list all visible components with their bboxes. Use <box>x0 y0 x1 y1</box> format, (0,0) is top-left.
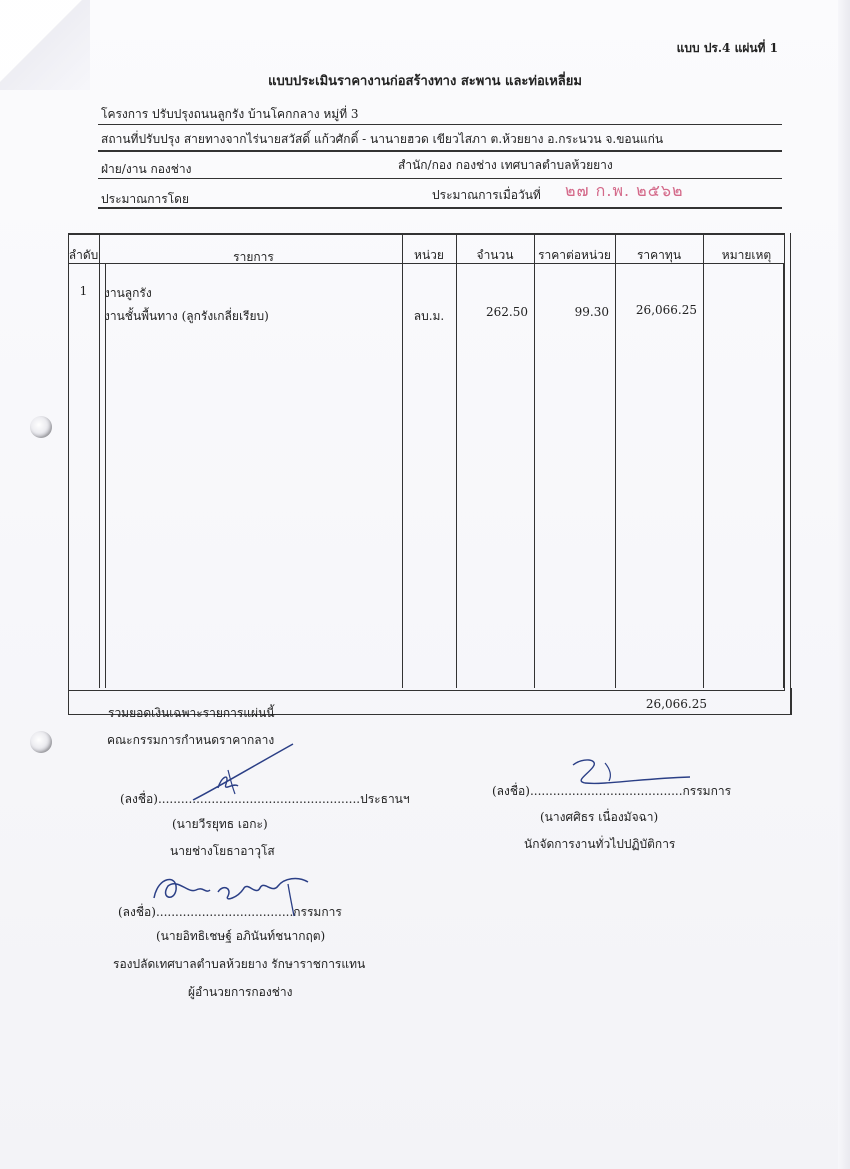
signer-position-member: นักจัดการงานทั่วไปปฏิบัติการ <box>524 837 676 851</box>
sign-prefix: (ลงชื่อ) <box>118 905 156 919</box>
col-header-unit-price: ราคาต่อหน่วย <box>538 248 611 262</box>
signature-chair-icon <box>188 742 298 804</box>
total-value: 26,066.25 <box>645 697 707 711</box>
estimate-date-stamp: ๒๗ ก.พ. ๒๕๖๒ <box>565 181 684 200</box>
signer-name-member: (นางศศิธร เนื่องมัจฉา) <box>540 810 659 824</box>
divider <box>98 178 782 179</box>
signer-position-member-2: รองปลัดเทศบาลตำบลห้วยยาง รักษาราชการแทน <box>113 957 366 971</box>
signer-role: กรรมการ <box>293 905 342 919</box>
project-line: โครงการ ปรับปรุงถนนลูกรัง บ้านโคกกลาง หมู่ที่ 3 <box>101 107 359 121</box>
estimate-date-label: ประมาณการเมื่อวันที่ <box>432 188 541 202</box>
row-item: งานชั้นพื้นทาง (ลูกรังเกลี่ยเรียบ) <box>104 309 269 323</box>
row-qty: 262.50 <box>486 305 528 319</box>
committee-heading: คณะกรรมการกำหนดราคากลาง <box>107 733 275 747</box>
division-line: ฝ่าย/งาน กองช่าง <box>101 162 192 176</box>
signer-position-chair: นายช่างโยธาอาวุโส <box>170 844 275 858</box>
divider <box>98 150 782 152</box>
signature-line-member-2: (ลงชื่อ)....................................กรรมการ <box>118 905 342 919</box>
office-line: สำนัก/กอง กองช่าง เทศบาลตำบลห้วยยาง <box>398 158 613 172</box>
col-header-cost: ราคาทุน <box>636 248 682 262</box>
location-line: สถานที่ปรับปรุง สายทางจากไร่นายสวัสดิ์ แก้วศักดิ์ - นานายฮวด เขียวไสภา ต.ห้วยยาง อ.กระนวน จ.ขอนแก่น <box>101 132 664 146</box>
form-code: แบบ ปร.4 แผ่นที่ 1 <box>676 41 778 55</box>
signer-name-member-2: (นายอิทธิเชษฐ์ อภินันท์ชนากฤต) <box>156 929 326 943</box>
signer-name-chair: (นายวีรยุทธ เอกะ) <box>172 817 268 831</box>
signature-member-icon <box>565 755 695 795</box>
signature-line-chair: (ลงชื่อ).....................................................ประธานฯ <box>120 792 410 806</box>
estimate-table <box>68 233 791 720</box>
estimate-by: ประมาณการโดย <box>101 192 190 206</box>
signer-role: กรรมการ <box>682 784 732 798</box>
sign-prefix: (ลงชื่อ) <box>120 792 158 806</box>
divider <box>98 124 782 125</box>
col-header-no: ลำดับ <box>68 248 99 262</box>
row-no: 1 <box>79 284 88 298</box>
col-header-unit: หน่วย <box>414 248 444 262</box>
punch-hole-icon <box>30 731 52 753</box>
total-label: รวมยอดเงินเฉพาะรายการแผ่นนี้ <box>108 706 275 720</box>
punch-hole-icon <box>30 416 52 438</box>
signer-position-member-2-line2: ผู้อำนวยการกองช่าง <box>188 985 293 999</box>
page-title: แบบประเมินราคางานก่อสร้างทาง สะพาน และท่อเหลี่ยม <box>268 74 582 89</box>
signature-member-2-icon <box>148 868 318 918</box>
sign-prefix: (ลงชื่อ) <box>492 784 530 798</box>
col-header-remark: หมายเหตุ <box>721 248 772 262</box>
row-group: งานลูกรัง <box>104 286 152 300</box>
page-edge-shadow <box>838 0 850 1169</box>
row-cost: 26,066.25 <box>635 303 697 317</box>
row-unit-price: 99.30 <box>574 305 609 319</box>
table-border <box>68 233 785 691</box>
row-unit: ลบ.ม. <box>413 309 445 323</box>
signature-line-member: (ลงชื่อ)........................................กรรมการ <box>492 784 732 798</box>
signer-role: ประธานฯ <box>360 792 410 806</box>
col-header-qty: จำนวน <box>476 248 514 262</box>
divider <box>98 207 782 209</box>
col-header-item: รายการ <box>233 250 274 264</box>
